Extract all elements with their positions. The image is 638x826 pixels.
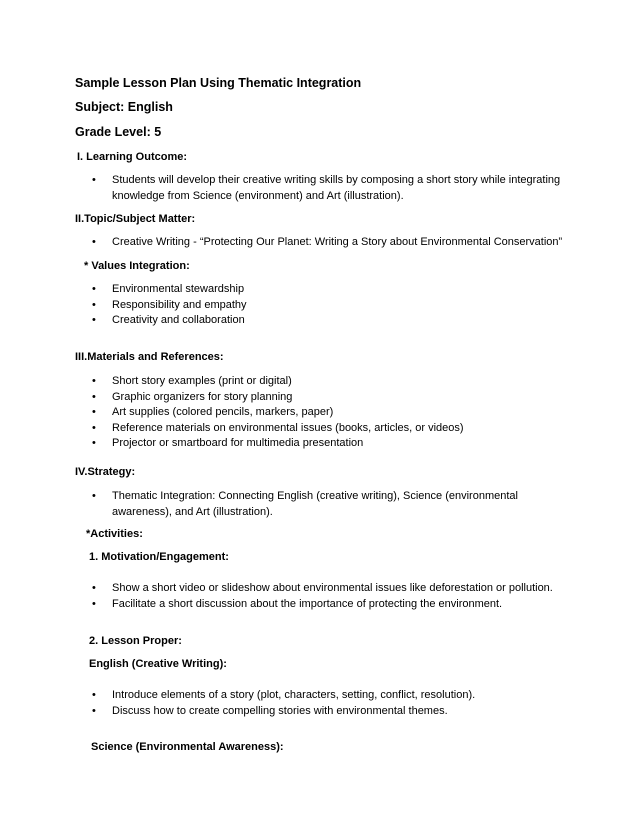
topic-heading: II.Topic/Subject Matter:	[75, 213, 196, 225]
list-item: • Environmental stewardship	[112, 282, 247, 298]
activities-heading: *Activities:	[86, 528, 143, 540]
list-item: • Reference materials on environmental issues (books, articles, or videos)	[112, 421, 464, 437]
bullet-icon: •	[92, 582, 96, 594]
values-list	[92, 282, 247, 329]
english-list	[92, 688, 476, 719]
bullet-icon: •	[92, 314, 96, 326]
list-item: • Responsibility and empathy	[112, 298, 247, 314]
list-item: • Discuss how to create compelling stories with environmental themes.	[112, 704, 475, 720]
strategy-list	[92, 489, 567, 520]
english-heading: English (Creative Writing):	[89, 658, 227, 670]
materials-heading: III.Materials and References:	[75, 351, 224, 363]
bullet-icon: •	[92, 704, 96, 717]
bullet-icon: •	[92, 490, 96, 502]
topic-list	[92, 235, 563, 251]
list-item: • Facilitate a short discussion about the importance of protecting the environment.	[112, 597, 553, 613]
bullet-icon: •	[92, 390, 96, 403]
bullet-icon: •	[92, 298, 96, 311]
bullet-icon: •	[92, 406, 96, 418]
list-item: • Thematic Integration: Connecting English (creative writing), Science (environmental awareness), and Art (illustration).	[92, 490, 518, 518]
science-heading: Science (Environmental Awareness):	[91, 741, 284, 753]
bullet-icon: •	[92, 174, 96, 186]
list-item: • Graphic organizers for story planning	[112, 390, 464, 406]
list-item: • Creative Writing - “Protecting Our Planet: Writing a Story about Environmental Conservation”	[112, 235, 562, 251]
materials-list	[92, 374, 464, 452]
list-item: • Art supplies (colored pencils, markers, paper)	[112, 405, 464, 421]
strategy-heading: IV.Strategy:	[75, 466, 136, 478]
grade-line: Grade Level: 5	[75, 125, 162, 139]
list-item: • Projector or smartboard for multimedia presentation	[112, 436, 464, 452]
values-heading: * Values Integration:	[84, 260, 190, 272]
learning-outcome-heading: I. Learning Outcome:	[77, 151, 188, 163]
subject-line: Subject: English	[75, 100, 173, 114]
bullet-icon: •	[92, 283, 96, 295]
list-item: • Show a short video or slideshow about environmental issues like deforestation or pollution.	[112, 581, 553, 597]
bullet-icon: •	[92, 689, 96, 701]
motivation-list	[92, 581, 553, 612]
list-item: • Short story examples (print or digital)	[112, 374, 464, 390]
list-item: • Introduce elements of a story (plot, characters, setting, conflict, resolution).	[112, 688, 475, 704]
bullet-icon: •	[92, 421, 96, 434]
list-item: • Students will develop their creative writing skills by composing a short story while integrating knowledge from Science (environment) and Art (illustration).	[92, 174, 561, 202]
motivation-heading: 1. Motivation/Engagement:	[89, 551, 229, 563]
doc-title: Sample Lesson Plan Using Thematic Integration	[75, 76, 362, 90]
bullet-icon: •	[92, 375, 96, 387]
bullet-icon: •	[92, 236, 96, 248]
bullet-icon: •	[92, 437, 96, 449]
bullet-icon: •	[92, 597, 96, 610]
list-item: • Creativity and collaboration	[112, 313, 247, 329]
learning-outcome-list	[92, 173, 572, 204]
lesson-proper-heading: 2. Lesson Proper:	[89, 635, 182, 647]
